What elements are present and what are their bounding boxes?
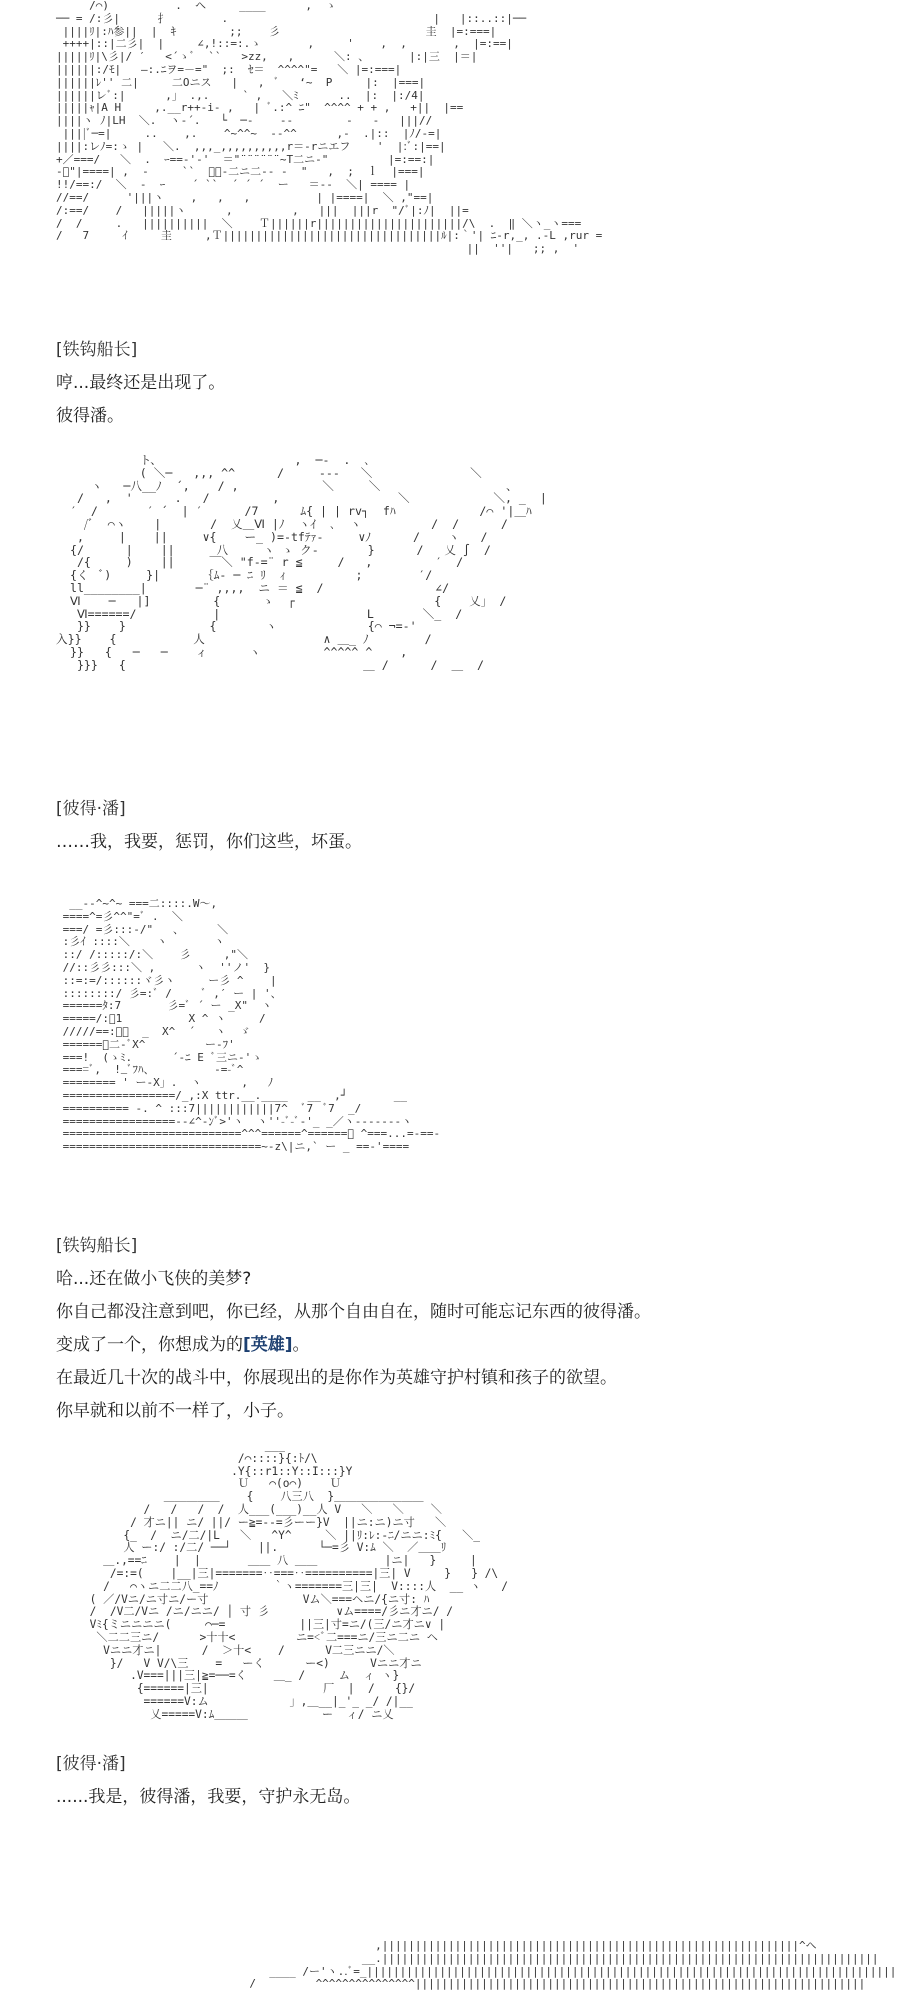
dialogue-text: [彼得·潘] (56, 799, 126, 819)
dialogue-text: [铁钩船长] (56, 340, 138, 360)
ascii-art-panel: /⌒) . ヘ ____ , ゝ ── = /:彡| 扌 . | |::..::|── ||||ﾘ|:ﾊ参|| | ｷ ;; 彡 圭 |=:===| ++++|::|二彡| | ∠,!::=:.ゝ , ' , , , |=:==| |||||ﾘ|\彡|/ ′ <´ゝﾞ `` >zz, , ＼: 、 |:|三 |＝| ||||||:/ﾓ| ―:.ﾆヲ=－=" ;: ｾ＝ ^^^^"= ＼ |=:===| ||||||ﾚ'' 二| 二Oニス | , ﾞ ‘~ P |: |===| ||||||レﾞ:| ,」 .,. ` , ＼ﾐ .. |: |:/4| |||||ｬ|A H ,.__r++-i- , | ﾞ.:^ ﾆ" ^^^^ + + , +|| |== ||||ヽ ﾉ|LH ＼. ヽ-´. └ ─‐ -- ‐ ‐ |||// ||||ﾞ─=| .. ,. ^~^^~ ‐-^^ ,- .|:: |ﾉ/‐=| ||||:レﾉ=:ゝ | ＼. ,,,_,,,,,,,,,,r＝-rニエフ ' |:ﾞ:|==| +／===/ ＼ . ｰ==-'-' ＝"¨¨¨¨¨¨~T二ニ-" |=:==:| -ﾞ"|====| , ‐ `` ﾞﾞ‐二ニ二-- ‐ " , ; ｌ |===| !!/==:/ ＼ ‐ ｰ ´ `` ´ ´ ´ ー ＝‐‐ ＼| ==== | //==/ '|||ヽ , , , | |====| ＼ ,"==| /:==/ / |||||ヽ , , ||| |||r "/ﾞ|:ﾉ| ||= / / . |||||||||| ＼ Ｔ||||||r||||||||||||||||||||||/\ . ‖ ＼ヽ_ヽ=== / 7 ｲ 圭 ,Ｔ|||||||||||||||||||||||||||||||||ﾙ|:｀'| ﾆ-r,_, .-L ,rur = || ''| ;; , ' (56, 0, 603, 256)
ascii-art-panel: ト、 , ─- . ､ ( ＼─ ,,, ^^ / ‐‐‐ ＼ ＼ ヽ ─八__ﾉ ´, / , ＼ ＼ 、 / , ' . / , ＼ ＼, _ | ′ / ′ ´ | ′ /7 ﾑ{ | | rv┐ fﾊ /⌒ '|＿ﾊ /ﾞ ⌒ヽ | / 乂＿Ⅵ |ﾉ ヽｲ ､ ヽ / / / , | || ∨{ ー_ )=-tfﾃｧ- ∨ﾉ / ヽ / {/ | || 八 ヽ ゝ ク- } / 乂 ∫ / /{ ) || ￣＼ "f-=¨ r ≦ / , ′ / {く ﾞ) }| ｛ﾑ- ─ ﾆ ﾘ ｨ ; ′/ ll________| ─¨ ,,,, ニ ＝ ≦ / ∠/ Ⅵ ─ |] { ゝ ┌ { 乂」 / Ⅵ======/ | L ＼_ / }} } { ヽ {⌒ ¬=‐' 入}} { 人 ∧ ＿_ ﾉ ∕ }} { ─ ─ ィ ヽ ^^^^^ ^ , }}} { ＿ / / ＿ / (56, 453, 547, 672)
dialogue-text: 你自己都没注意到吧，你已经，从那个自由自在，随时可能忘记东西的彼得潘。 (56, 1302, 651, 1322)
dialogue-line (56, 1302, 651, 1322)
dialogue-text: [铁钩船长] (56, 1236, 138, 1256)
speaker-label (56, 1236, 137, 1256)
speaker-label (56, 340, 137, 360)
dialogue-text: [彼得·潘] (56, 1754, 126, 1774)
dialogue-text: 哈...还在做小飞侠的美梦? (56, 1269, 252, 1289)
dialogue-line (56, 1368, 617, 1388)
dialogue-line (56, 406, 124, 426)
speaker-label (56, 1754, 126, 1774)
dialogue-line (56, 1787, 360, 1807)
dialogue-text: ......我是，彼得潘，我要，守护永无岛。 (56, 1787, 361, 1807)
dialogue-text: 变成了一个，你想成为的 (56, 1335, 243, 1355)
dialogue-line (56, 1269, 251, 1289)
emphasized-text: [英雄] (243, 1335, 293, 1355)
dialogue-text: ……我，我要，惩罚，你们这些，坏蛋。 (56, 832, 362, 852)
ascii-art-panel: __--^~^~ ===二::::.W〜, ====^=彡^^"=ﾞ . ＼ ===/ =彡:::-/" 、 ＼ :彡ｲ ::::＼ ヽ ヽ ::/ /:::::/:＼ 彡 ,"＼ //::彡彡:::＼ , ヽ ''ノ' } ::=:=/::::::ヾ彡ヽ ー彡 ^ | ::::::::/ 彡=:ﾞ / ﾞ ,′ ー | '、 ======ﾀ:7 彡=ﾞ ´ ー _X" ヽ =====/:ﾞ1 X ^ ヽ / /////==:ﾞ､ _ X^ ´ ヽ ゞ ======ﾞ二-ﾞX^ ー-ﾌ' ===! (ゝﾐ. ´-ﾆ E ﾞ三ニ-'ゝ ====ﾞ, !_ﾞﾌﾊ、 -=-ﾞ^ ======== ' ー-X」. ヽ , ﾉ =================/_,:X ttr.__.____ __ ,┘ __ ========== -. ^ :::7||||||||||||7^ ﾞ7 ﾞ7 _/ =================--∠^-ﾝﾞ>'ヽ ヽ''-ﾞ-ﾞ-'_ _／ヽ-------ヽ ===========================^^^======^======ﾞ ^===...=-==- ==============================~-z\|ニ,` ー _ ==-'==== (62, 897, 441, 1154)
dialogue-line (56, 1335, 310, 1355)
ascii-art-panel: ___ /⌒::::}{:ﾄ/\ .Y{::r1::Y::I:::}Y Ｕ ⌒(o⌒) Ｕ ＿＿＿＿＿ { 八三八 }＿＿＿＿＿＿＿＿ / / / / 人___(___)__人 V ＼ ＼ ＼ / 才ニ|| ニ/ ||/ ー≧=--=彡ーー}V ||ニ:ニ)ニ寸 ＼ {_ / ニ/二/|L ＼ ^Y^ ＼ ||ﾘ:ﾚ:-ﾆ/ニニ:ﾐ{ ＼_ 人 ー:/ :/二/ ──┘ ||. └─=彡 V:ﾑ ＼ ／＿＿ﾘ ＿.,==ﾆ | | ＿＿ 八 ＿＿ |ニ| } | /=:=( |__|三|=======‥===‥==========|三| V } } /\ / ⌒ヽニ二二八_==ﾉ ｀ヽ=======三|三| V::::人 __ ヽ / ( ／/Vニ/ニ寸ニ/ー寸 Vム＼===ヘニ/{ニ寸: ﾊ / /V二/Vニ /ニ/ニニ/ │ 寸 彡 ∨ム====/彡ニ才ニ/ / Vﾐ{ミニニニニ( ⌒─= ||三|寸=ニ/(三/ニ才ニ∨ | ＼二二三ニ/ >十十< ニ=<ﾞ二===ニ/三ニ二ニ ヘ Vニニ才ニ| / ＞十< / V二三ニニ/＼ }/ V V/\三 = ーく ー<) Vニニ才ニ .V===|||三|≧=──=く ＿_ / ム ィ ヽ} {======|三| 厂 | / {}/ ======V:ム 」,＿__|_'_ _/ /|__ 乂=====V:ﾑ＿＿＿ ー ィ/ ニ乂 (89, 1439, 508, 1721)
dialogue-line (56, 1401, 294, 1421)
dialogue-text: 在最近几十次的战斗中，你展现出的是你作为英雄守护村镇和孩子的欲望。 (56, 1368, 617, 1388)
ascii-art-panel: ,|||||||||||||||||||||||||||||||||||||||||||||||||||||||||||||||^ヘ __.||||||||||||||||||||||||||||||||||||||||||||||||||||||||||||||||||||||||||| ____ /ー'ヽ..ﾞ=_|||||||||||||||||||||||||||||||||||||||||||||||||||||||||||||||||||||||||||||||| / ^^^^^^^^^^^^^^^|||||||||||||||||||||||||||||||||||||||||||||||||||||||||||||||||||| (249, 1939, 897, 1991)
dialogue-text: 哼...最终还是出现了。 (56, 373, 226, 393)
dialogue-text: 彼得潘。 (56, 406, 124, 426)
dialogue-line (56, 832, 362, 852)
dialogue-text-tail: 。 (292, 1335, 310, 1355)
dialogue-line (56, 373, 225, 393)
dialogue-text: 你早就和以前不一样了，小子。 (56, 1401, 294, 1421)
speaker-label (56, 799, 126, 819)
